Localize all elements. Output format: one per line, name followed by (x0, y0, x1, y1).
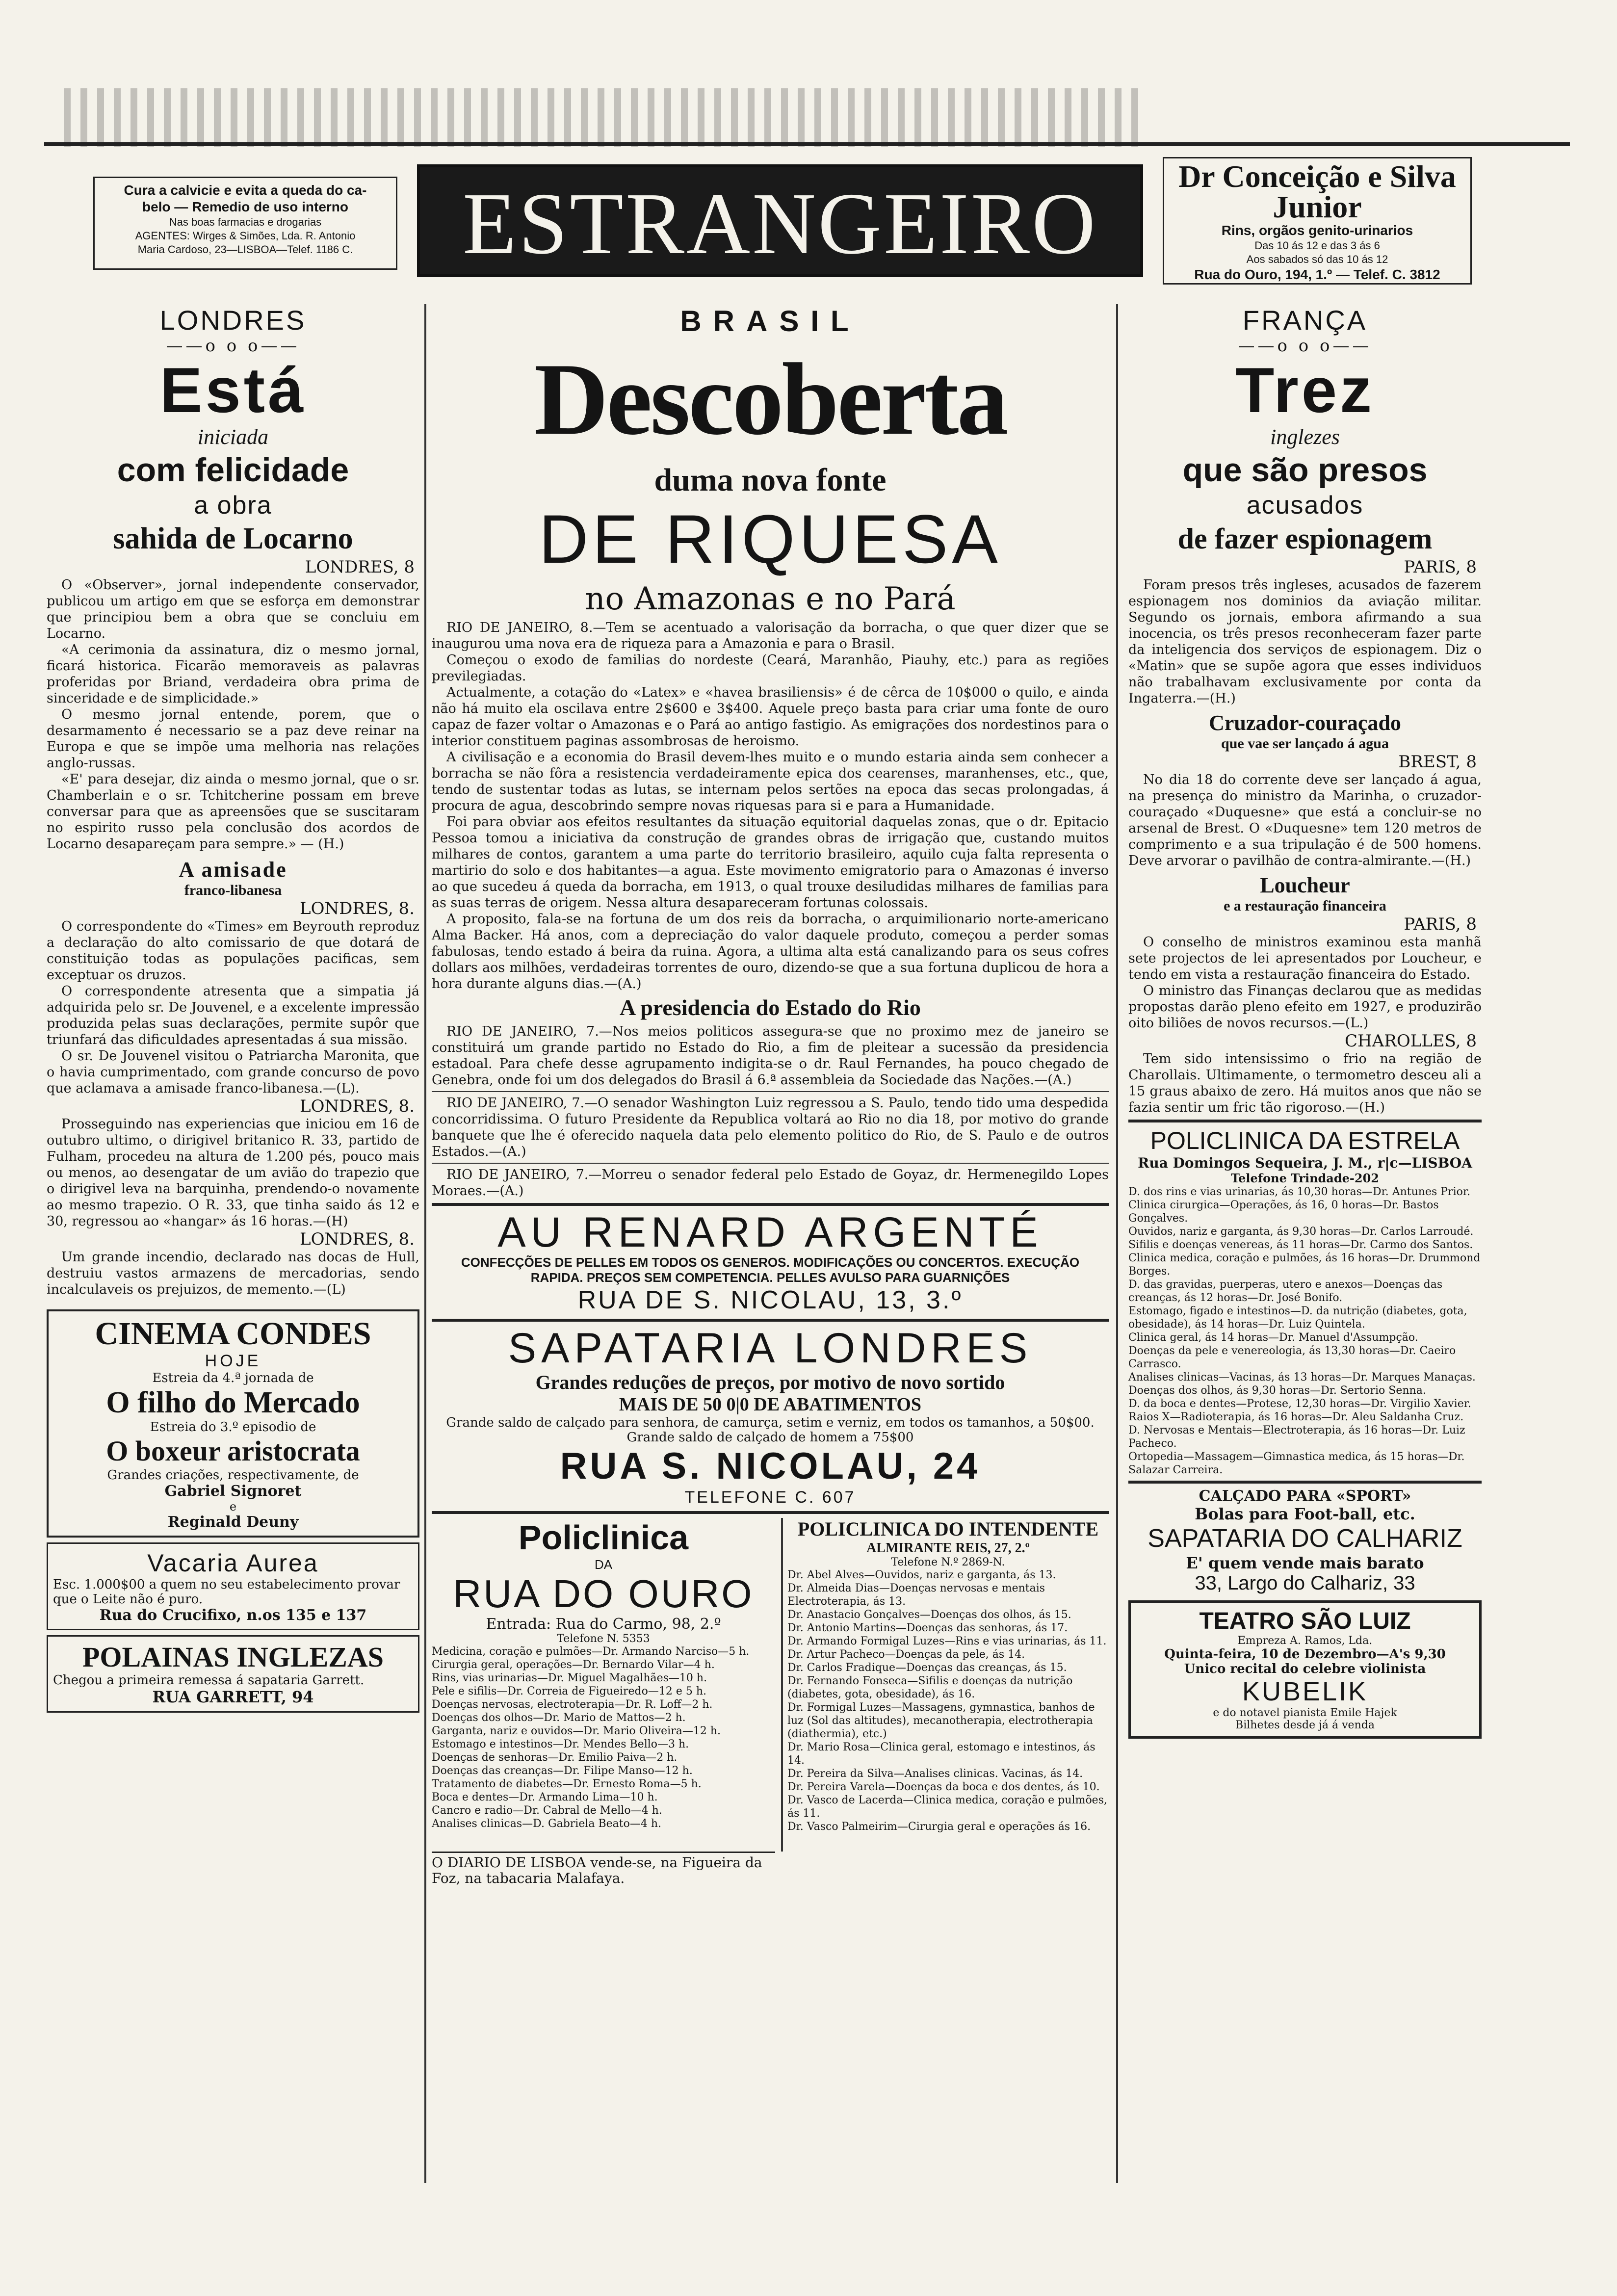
policlinica-rua-do-ouro-ad (432, 1518, 775, 1830)
policlinica-estrela-list (1128, 1185, 1482, 1477)
kicker-londres: LONDRES (159, 305, 307, 336)
policlinica-estrela-item: D. dos rins e vias urinarias, ás 10,30 horas—Dr. Antunes Prior. (1128, 1186, 1470, 1198)
policlinica-intendente-item: Dr. Mario Rosa—Clinica geral, estomago e intestinos, ás 14. (787, 1741, 1095, 1767)
column-londres (47, 304, 419, 1713)
subheading-restauracao: e a restauração financeira (1224, 898, 1386, 914)
paragraph: RIO DE JANEIRO, 7.—O senador Washington Luiz regressou a S. Paulo, tendo tido uma despedida concorridissima. O futuro Presidente da Republica voltará ao Rio no dia 18, por motivo do grande banquete que lhe é oferecido naquela data pelo elemento politico do Rio, de S. Paulo e de outros Estados.—(A.) (432, 1096, 1109, 1159)
policlinica-intendente-item: Dr. Carlos Fradique—Doenças das creanças, ás 15. (787, 1662, 1067, 1674)
policlinica-ouro-item: Tratamento de diabetes—Dr. Ernesto Roma—5 h. (432, 1778, 702, 1790)
teatro-sao-luiz-ad (1128, 1600, 1482, 1739)
policlinica-ouro-entrada: Entrada: Rua do Carmo, 98, 2.º (486, 1616, 721, 1633)
calhariz-line1: CALÇADO PARA «SPORT» (1199, 1487, 1411, 1505)
policlinica-intendente-item: Dr. Pereira da Silva—Analises clinicas. Vacinas, ás 14. (787, 1768, 1083, 1780)
calhariz-line3: E' quem vende mais barato (1186, 1554, 1424, 1572)
sapataria-londres-phone: TELEFONE C. 607 (684, 1488, 856, 1507)
policlinica-intendente-title: POLICLINICA DO INTENDENTE (797, 1518, 1099, 1540)
policlinica-estrela-item: D. Nervosas e Mentais—Electroterapia, ás 16 horas—Dr. Luiz Pacheco. (1128, 1424, 1465, 1450)
teatro-artist: KUBELIK (1242, 1677, 1368, 1706)
polainas-title: POLAINAS INGLEZAS (82, 1641, 384, 1673)
cinema-line1: Estreia da 4.ª jornada de (152, 1371, 314, 1385)
policlinica-estrela-item: Clinica geral, ás 14 horas—Dr. Manuel d'Assumpção. (1128, 1331, 1418, 1344)
polainas-text: Chegou a primeira remessa á sapataria Garrett. (53, 1673, 365, 1688)
left-ear-ad (93, 177, 397, 270)
headline-espionagem: de fazer espionagem (1177, 522, 1433, 555)
policlinica-intendente-item: Dr. Artur Pacheco—Doenças da pele, ás 14. (787, 1648, 1025, 1661)
policlinica-estrela-address: Rua Domingos Sequeira, J. M., r|c—LISBOA (1138, 1155, 1472, 1171)
teatro-line4: e do notavel pianista Emile Hajek (1213, 1707, 1397, 1719)
right-ear-line4: Rua do Ouro, 194, 1.º — Telef. C. 3812 (1194, 267, 1440, 282)
actor-2: Reginald Deuny (167, 1513, 299, 1531)
headline-descoberta: Descoberta (534, 342, 1007, 456)
cinema-and: e (229, 1500, 237, 1513)
policlinica-estrela-item: Estomago, figado e intestinos—D. da nutrição (diabetes, gota, obesidade), ás 14 horas—Dr. Luiz Quintela. (1128, 1305, 1467, 1331)
right-ear-ad (1163, 157, 1472, 285)
policlinica-ouro-item: Estomago e intestinos—Dr. Mendes Bello—3 h. (432, 1738, 689, 1750)
headline-amazonas: no Amazonas e no Pará (585, 581, 956, 617)
sapataria-londres-line2: MAIS DE 50 0|0 DE ABATIMENTOS (619, 1394, 922, 1415)
vacaria-ad (47, 1542, 419, 1630)
renard-line2: RAPIDA. PREÇOS SEM COMPETENCIA. PELLES AVULSO PARA GUARNIÇÕES (530, 1270, 1010, 1285)
polainas-ad (47, 1635, 419, 1713)
paragraph: O correspondente do «Times» em Beyrouth reproduz a declaração do alto comissario de que dotará de constituição todas as populações pacificas, sem exceptuar os druzos. (47, 919, 419, 983)
sapataria-londres-ad (432, 1326, 1109, 1507)
paragraph: Foi para obviar aos efeitos resultantes da situação equitorial daquelas zonas, que o dr. Epitacio Pessoa tomou a iniciativa da construção de grandes obras de irrigação que, custando muitos milhares de contos, garantem a uma parte do territorio brasileiro, aquilo cuja falta representa o martirio do solo e dos habitantes—a agua. Este movimento emigratorio para o Amazonas é inverso ao que sucedeu á queda da borracha, em 1913, o qual trouxe desiludidas milhares de familias para as suas terras de origem. Nessa altura desapareceram fortunas colossais. (432, 814, 1109, 911)
policlinica-ouro-item: Doenças dos olhos—Dr. Mario de Mattos—2 h. (432, 1712, 686, 1724)
polainas-address: RUA GARRETT, 94 (152, 1688, 314, 1706)
policlinica-ouro-item: Garganta, nariz e ouvidos—Dr. Mario Oliveira—12 h. (432, 1725, 721, 1737)
right-ear-line2: Das 10 ás 12 e das 3 ás 6 (1254, 239, 1380, 252)
policlinica-estrela-title: POLICLINICA DA ESTRELA (1150, 1127, 1460, 1154)
policlinica-intendente-item: Dr. Pereira Varela—Doenças da boca e dos dentes, ás 10. (787, 1781, 1100, 1793)
right-ear-line1: Rins, orgãos genito-urinarios (1221, 223, 1413, 238)
policlinica-ouro-list (432, 1645, 775, 1830)
policlinica-estrela-item: D. das gravidas, puerperas, utero e anexos—Doenças das creanças, ás 12 horas—Dr. José Bonifo. (1128, 1278, 1443, 1304)
policlinica-ouro-title: Policlinica (518, 1518, 689, 1557)
sapataria-londres-title: SAPATARIA LONDRES (508, 1325, 1033, 1372)
paragraph: Prosseguindo nas experiencias que iniciou em 16 de outubro ultimo, o dirigivel britanico R. 33, partido de Fulham, procedeu na altura de 1.200 pés, pouco mais ou menos, ao desengatar de um avião do trapezio que o dirigivel leva na barquinha, prendendo-o novamente ao mesmo trapezio. O R. 33, que tinha saido ás 12 e 30, regressou ao «hangar» ás 16 horas.—(H) (47, 1117, 419, 1229)
policlinica-intendente-phone: Telefone N.º 2869-N. (891, 1556, 1005, 1568)
paragraph: RIO DE JANEIRO, 7.—Nos meios politicos assegura-se que no proximo mez de janeiro se constituirá um grande partido no Estado do Rio, a fim de pleitear a sucessão da presidencia estadoal. Para chefe desse agrupamento indigita-se o dr. Raul Fernandes, ha pouco chegado de Genebra, onde foi um dos delegados do Brasil á 6.ª assembleia da Sociedade das Nações.—(A.) (432, 1024, 1109, 1088)
ornament: ——o o o—— (166, 336, 300, 356)
cinema-title: CINEMA CONDES (95, 1316, 371, 1352)
policlinica-estrela-item: Raios X—Radioterapia, ás 16 horas—Dr. Aleu Saldanha Cruz. (1128, 1411, 1464, 1423)
kicker-brasil: BRASIL (680, 305, 861, 338)
policlinica-ouro-item: Boca e dentes—Dr. Armando Lima—10 h. (432, 1791, 658, 1803)
policlinica-ouro-item: Pele e sifilis—Dr. Correia de Figueiredo—12 e 5 h. (432, 1685, 706, 1697)
policlinica-ouro-item: Doenças nervosas, electroterapia—Dr. R. Loff—2 h. (432, 1698, 713, 1711)
divider (432, 1319, 1109, 1322)
paragraph: O «Observer», jornal independente conservador, publicou um artigo em que se esforça em demonstrar que principiou bem a obra que se concluiu em Locarno. (47, 577, 419, 641)
policlinica-ouro-item: Medicina, coração e pulmões—Dr. Armando Narciso—5 h. (432, 1645, 750, 1658)
left-ear-line4: AGENTES: Wirges & Simões, Lda. R. Antonio (135, 230, 356, 242)
policlinica-intendente-item: Dr. Abel Alves—Ouvidos, nariz e garganta, ás 13. (787, 1569, 1056, 1581)
column-franca (1128, 304, 1482, 1739)
policlinica-intendente-item: Dr. Vasco de Lacerda—Clinica medica, coração e pulmões, ás 11. (787, 1794, 1107, 1820)
divider (432, 1091, 1109, 1092)
policlinica-intendente-ad (787, 1518, 1109, 1833)
divider (1128, 1120, 1482, 1122)
subheading-amisade: A amisade (179, 858, 287, 882)
policlinica-ouro-item: Cancro e radio—Dr. Cabral de Mello—4 h. (432, 1804, 662, 1817)
policlinica-estrela-item: Ortopedia—Massagem—Gimnastica medica, ás 15 horas—Dr. Salazar Carreira. (1128, 1451, 1465, 1476)
vacaria-title: Vacaria Aurea (147, 1549, 319, 1577)
paragraph: O sr. De Jouvenel visitou o Patriarcha Maronita, que o havia cumprimentado, com grande concurso de povo que aclamava a amisade franco-libanesa.—(L). (47, 1048, 419, 1096)
sapataria-calhariz-ad (1128, 1487, 1482, 1594)
paragraph: A proposito, fala-se na fortuna de um dos reis da borracha, o arquimilionario norte-americano Alma Backer. Há anos, com a depreciação do valor daquele produto, começou a perder somas fabulosas, tendo estado á beira da ruina. Agora, a ultima alta está canalizando para os seus cofres dollars aos milhões, verdadeiras torrentes de ouro, dizendo-se que a sua fortuna duplicou de hora a hora durante alguns dias.—(A.) (432, 912, 1109, 991)
paragraph: Foram presos três ingleses, acusados de fazerem espionagem nos dominios da aviação militar. Segundo os jornais, embora afirmando a sua inocencia, os três presos reconheceram fazer parte da inteligencia dos serviços de espionagem. Diz o «Matin» que se supõe agora que esses individuos não trabalhavam exclusivamente por conta da Ingaterra.—(H.) (1128, 577, 1482, 706)
subheading-franco-libanesa: franco-libanesa (184, 882, 282, 898)
headline-inglezes: inglezes (1270, 425, 1340, 449)
teatro-line5: Bilhetes desde já á venda (1235, 1719, 1375, 1731)
policlinicas-row (432, 1518, 1109, 1852)
paragraph: RIO DE JANEIRO, 7.—Morreu o senador federal pelo Estado de Goyaz, dr. Hermenegildo Lopes Moraes.—(A.) (432, 1167, 1109, 1199)
divider (1128, 1481, 1482, 1484)
policlinica-estrela-item: Sifilis e doenças venereas, ás 11 horas—Dr. Carmo dos Santos. (1128, 1239, 1473, 1251)
policlinica-estrela-item: Analises clinicas—Vacinas, ás 13 horas—Dr. Marques Manaças. (1128, 1371, 1476, 1383)
teatro-line2: Quinta-feira, 10 de Dezembro—A's 9,30 (1164, 1647, 1446, 1662)
subheading-loucheur: Loucheur (1260, 873, 1350, 897)
policlinica-intendente-address: ALMIRANTE REIS, 27, 2.º (866, 1540, 1030, 1556)
dateline: LONDRES, 8. (299, 1096, 415, 1116)
subheading-cruzador: Cruzador-couraçado (1209, 711, 1401, 735)
policlinica-intendente-item: Dr. Almeida Dias—Doenças nervosas e mentais Electroterapia, ás 13. (787, 1582, 1045, 1608)
ornament: ——o o o—— (1238, 336, 1372, 356)
dateline: LONDRES, 8. (299, 899, 415, 918)
headline-acusados: acusados (1246, 491, 1364, 520)
policlinica-estrela-item: Doenças da pele e venereologia, ás 13,30 horas—Dr. Caeiro Carrasco. (1128, 1345, 1456, 1370)
policlinica-intendente-item: Dr. Fernando Fonseca—Sifilis e doenças da nutrição (diabetes, gota, obesidade), ás 16. (787, 1675, 1073, 1700)
vacaria-address: Rua do Crucifixo, n.os 135 e 137 (99, 1607, 367, 1624)
paragraph: Tem sido intensissimo o frio na região de Charollais. Ultimamente, o termometro desceu ali a 15 graus abaixo de zero. Há muitos anos que não se fazia sentir um fric tão rigoroso.—(H.) (1128, 1051, 1482, 1115)
policlinica-ouro-item: Cirurgia geral, operações—Dr. Bernardo Vilar—4 h. (432, 1659, 715, 1671)
diario-notice: O DIARIO DE LISBOA vende-se, na Figueira da Foz, na tabacaria Malafaya. (432, 1852, 775, 1886)
paragraph: O mesmo jornal entende, porem, que o desarmamento é necessario se a paz deve reinar na Europa e que se impõe uma melhoria nas relações anglo-russas. (47, 707, 419, 771)
cinema-hoje: HOJE (205, 1352, 261, 1370)
left-ear-line1: Cura a calvicie e evita a queda do ca- (124, 183, 367, 198)
column-rule-2 (1116, 304, 1118, 2183)
headline-trez: Trez (1235, 354, 1375, 426)
headline-presos: que são presos (1182, 451, 1428, 489)
teatro-line1: Empreza A. Ramos, Lda. (1237, 1635, 1373, 1647)
paragraph: «A cerimonia da assinatura, diz o mesmo jornal, ficará historica. Ficarão memoraveis as palavras proferidas por Briand, verdadeira obra prima de sinceridade e de simplicidade.» (47, 642, 419, 706)
policlinica-ouro-item: Doenças das creanças—Dr. Filipe Manso—12 h. (432, 1765, 693, 1777)
actor-1: Gabriel Signoret (164, 1483, 302, 1500)
right-ear-name: Dr Conceição e Silva Junior (1178, 159, 1456, 224)
policlinica-intendente-list (787, 1568, 1109, 1833)
policlinica-intendente-item: Dr. Armando Formigal Luzes—Rins e vias urinarias, ás 11. (787, 1635, 1107, 1647)
headline-de-riquesa: DE RIQUESA (539, 500, 1002, 577)
divider (432, 1511, 1109, 1514)
headline-iniciada: iniciada (197, 425, 269, 449)
teatro-title: TEATRO SÃO LUIZ (1199, 1608, 1411, 1634)
cinema-line3: Grandes criações, respectivamente, de (107, 1468, 359, 1483)
renard-address: RUA DE S. NICOLAU, 13, 3.º (577, 1286, 963, 1314)
column-rule-inner (781, 1518, 783, 1852)
paragraph: O ministro das Finanças declarou que as medidas propostas darão pleno efeito em 1927, e produzirão oito biliões de novos recursos.—(L.) (1128, 983, 1482, 1031)
film-title-1: O filho do Mercado (106, 1386, 360, 1419)
policlinica-ouro-item: Analises clinicas—D. Gabriela Beato—4 h. (432, 1818, 662, 1830)
policlinica-estrela-ad (1128, 1126, 1482, 1477)
column-brasil (432, 304, 1109, 1886)
policlinica-intendente-item: Dr. Vasco Palmeirim—Cirurgia geral e operações ás 16. (787, 1821, 1091, 1833)
paragraph: Um grande incendio, declarado nas docas de Hull, destruiu vastos armazens de mercadorias, sendo incalculaveis os prejuizos, de memento.—(L) (47, 1250, 419, 1297)
calhariz-address: 33, Largo do Calhariz, 33 (1195, 1572, 1415, 1594)
policlinica-estrela-phone: Telefone Trindade-202 (1231, 1171, 1379, 1185)
policlinica-estrela-item: Ouvidos, nariz e garganta, ás 9,30 horas—Dr. Carlos Larroudé. (1128, 1226, 1474, 1238)
kicker-franca: FRANÇA (1242, 305, 1368, 336)
headline-nova-fonte: duma nova fonte (654, 462, 887, 498)
dateline: PARIS, 8 (1404, 914, 1477, 934)
policlinica-ouro-da: DA (594, 1557, 613, 1572)
policlinica-estrela-item: D. da boca e dentes—Protese, 12,30 horas—Dr. Virgilio Xavier. (1128, 1398, 1471, 1410)
policlinica-ouro-item: Rins, vias urinarias—Dr. Miguel Magalhães—10 h. (432, 1672, 707, 1684)
policlinica-ouro-item: Doenças de senhoras—Dr. Emilio Paiva—2 h. (432, 1751, 678, 1764)
vacaria-text: Esc. 1.000$00 a quem no seu estabelecimento provar que o Leite não é puro. (53, 1577, 400, 1607)
paragraph: RIO DE JANEIRO, 8.—Tem se acentuado a valorisação da borracha, o que quer dizer que se inaugurou uma nova era de riqueza para a Amazonia e para o Brasil. (432, 620, 1109, 652)
cinema-condes-ad (47, 1309, 419, 1538)
headline-a-obra: a obra (194, 491, 272, 520)
dateline: BREST, 8 (1398, 752, 1477, 772)
policlinica-ouro-phone: Telefone N. 5353 (557, 1633, 650, 1645)
sapataria-londres-address: RUA S. NICOLAU, 24 (560, 1445, 981, 1487)
policlinica-estrela-item: Doenças dos olhos, ás 9,30 horas—Dr. Sertorio Senna. (1128, 1384, 1426, 1397)
renard-title: AU RENARD ARGENTÉ (497, 1209, 1043, 1256)
dateline: PARIS, 8 (1404, 557, 1477, 577)
calhariz-line2: Bolas para Foot-ball, etc. (1195, 1505, 1415, 1523)
paragraph: Começou o exodo de familias do nordeste (Ceará, Maranhão, Piauhy, etc.) para as regiões previlegiadas. (432, 652, 1109, 684)
headline-esta: Está (159, 354, 307, 426)
headline-locarno: sahida de Locarno (113, 522, 353, 555)
renard-line1: CONFECÇÕES DE PELLES EM TODOS OS GENEROS. MODIFICAÇÕES OU CONCERTOS. EXECUÇÃO (461, 1255, 1080, 1270)
dateline: LONDRES, 8. (299, 1229, 415, 1249)
masthead-smudge (64, 88, 1143, 147)
section-title: ESTRANGEIRO (417, 164, 1143, 277)
renard-argente-ad (432, 1210, 1109, 1315)
sapataria-londres-line3: Grande saldo de calçado para senhora, de camurça, setim e verniz, em todos os tamanhos, a 50$00. Grande saldo de calçado de homem a 75$00 (446, 1415, 1095, 1445)
film-title-2: O boxeur aristocrata (106, 1435, 360, 1467)
policlinica-intendente-item: Dr. Anastacio Gonçalves—Doenças dos olhos, ás 15. (787, 1609, 1071, 1621)
left-ear-line2: belo — Remedio de uso interno (142, 199, 349, 214)
paragraph: A civilisação e a economia do Brasil devem-lhes muito e o mundo estaria ainda sem conhecer a borracha se não fôra a resistencia verdadeiramente epica dos cearenses, maranhenses, etc., que, tendo de sustentar todas as lutas, se internam pelos sertões na epoca das secas prolongadas, á procura de agua, descobrindo sempre novas riquesas para si e para a Humanidade. (432, 750, 1109, 813)
policlinica-estrela-item: Clinica cirurgica—Operações, ás 16, 0 horas—Dr. Bastos Gonçalves. (1128, 1199, 1439, 1225)
policlinica-intendente-item: Dr. Antonio Martins—Doenças das senhoras, ás 17. (787, 1622, 1068, 1634)
subheading-presidencia: A presidencia do Estado do Rio (620, 995, 921, 1020)
column-rule-1 (424, 304, 426, 2183)
masthead-rule (44, 142, 1570, 146)
right-ear-line3: Aos sabados só das 10 ás 12 (1246, 253, 1388, 265)
left-ear-line5: Maria Cardoso, 23—LISBOA—Telef. 1186 C. (137, 243, 353, 256)
calhariz-title: SAPATARIA DO CALHARIZ (1148, 1524, 1462, 1553)
paragraph: «E' para desejar, diz ainda o mesmo jornal, que o sr. Chamberlain e o sr. Tchitcherine possam em breve conversar para que as apreensões que se suscitaram no espirito russo pela conclusão dos acordos de Locarno desapareçam para sempre.» — (H.) (47, 772, 419, 852)
cinema-line2: Estreia do 3.º episodio de (150, 1420, 316, 1435)
headline-com-felicidade: com felicidade (117, 451, 349, 489)
paragraph: No dia 18 do corrente deve ser lançado á agua, na presença do ministro da Marinha, o cruzador-couraçado «Duquesne» que está a concluir-se no arsenal de Brest. O «Duquesne» tem 120 metros de comprimento e a sua tripulação é de 500 homens. Deve arvorar o pavilhão de contra-almirante.—(H.) (1128, 772, 1482, 868)
dateline: CHAROLLES, 8 (1345, 1031, 1477, 1051)
policlinica-ouro-title2: RUA DO OURO (453, 1572, 754, 1616)
paragraph: O conselho de ministros examinou esta manhã sete projectos de lei apresentados por Loucheur, e tendo em vista a restauração financeira do Estado. (1128, 935, 1482, 982)
policlinica-estrela-item: Clinica medica, coração e pulmões, ás 16 horas—Dr. Drummond Borges. (1128, 1252, 1481, 1278)
policlinica-intendente-item: Dr. Formigal Luzes—Massagens, gymnastica, banhos de luz (Sol das altitudes), mecanotherapia, electrotherapia (diathermia), etc.) (787, 1701, 1095, 1740)
divider (432, 1203, 1109, 1206)
sapataria-londres-line1: Grandes reduções de preços, por motivo de novo sortido (535, 1371, 1005, 1393)
teatro-line3: Unico recital do celebre violinista (1184, 1662, 1426, 1676)
left-ear-line3: Nas boas farmacias e drogarias (169, 216, 322, 228)
paragraph: O correspondente atresenta que a simpatia já adquirida pelo sr. De Jouvenel, e a excelente impressão produzida pelas suas declarações, permite supôr que triunfará das dificuldades apresentadas á sua missão. (47, 984, 419, 1047)
subheading-lancado: que vae ser lançado á agua (1221, 735, 1389, 752)
dateline: LONDRES, 8 (305, 557, 415, 577)
divider (432, 1163, 1109, 1164)
paragraph: Actualmente, a cotação do «Latex» e «havea brasiliensis» é de cêrca de 10$000 o quilo, e ainda não há muito ela oscilava entre 2$600 e 3$400. Aquele preço basta para criar uma fonte de ouro capaz de fazer voltar o Amazonas e o Pará ao antigo fastigio. As emigrações dos nordestinos para o interior constituem paginas assombrosas de heroismo. (432, 685, 1109, 749)
